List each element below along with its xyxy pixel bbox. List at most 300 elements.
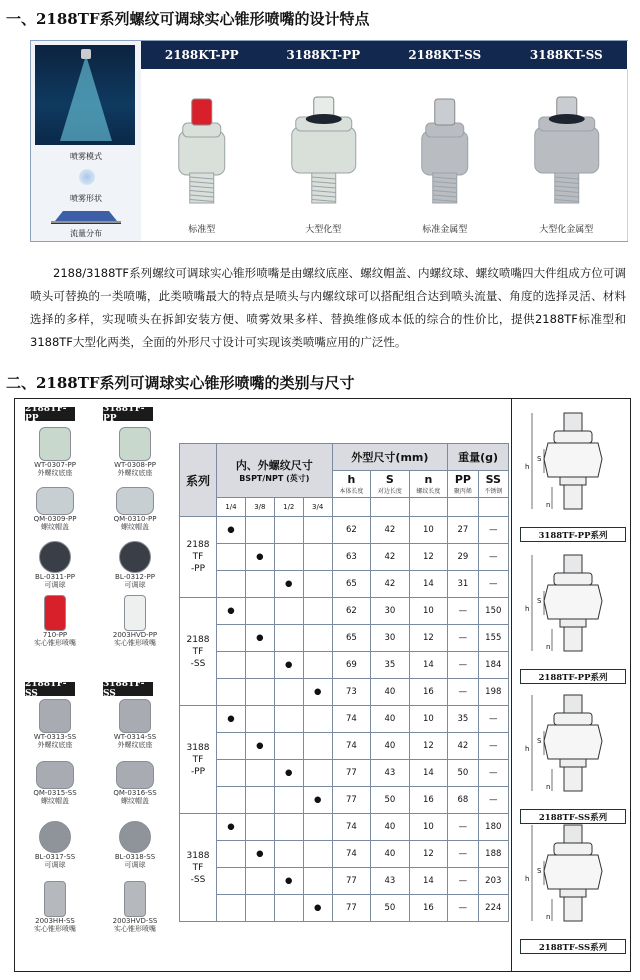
value-cell: — bbox=[448, 625, 478, 652]
part-code: 710-PP bbox=[42, 631, 68, 639]
dimension-label: h bbox=[525, 745, 530, 753]
size-mark-cell bbox=[217, 841, 246, 868]
table-row bbox=[180, 706, 509, 733]
value-cell: 77 bbox=[332, 895, 371, 922]
part-code: WT-0307-PP bbox=[34, 461, 76, 469]
size-mark-cell bbox=[274, 787, 303, 814]
value-cell: 188 bbox=[478, 841, 508, 868]
size-mark-cell bbox=[245, 706, 274, 733]
size-mark-cell bbox=[303, 706, 332, 733]
size-mark-cell bbox=[274, 706, 303, 733]
column-desc: 螺纹长度 bbox=[416, 488, 441, 495]
size-mark-cell: ● bbox=[274, 760, 303, 787]
series-text: -PP bbox=[190, 564, 206, 574]
value-cell: 203 bbox=[478, 868, 508, 895]
size-mark-cell bbox=[217, 625, 246, 652]
column-key: n bbox=[424, 473, 433, 486]
series-text: 2188 bbox=[186, 540, 210, 550]
part-item bbox=[17, 881, 93, 933]
table-row bbox=[180, 517, 509, 544]
series-text: 2188 bbox=[186, 634, 210, 645]
value-cell: 180 bbox=[478, 814, 508, 841]
value-cell: — bbox=[478, 706, 508, 733]
value-cell: — bbox=[448, 841, 478, 868]
series-text: 3188 bbox=[186, 742, 210, 753]
size-mark-cell bbox=[274, 544, 303, 571]
value-cell: 198 bbox=[478, 679, 508, 706]
value-cell: 29 bbox=[448, 544, 478, 571]
size-mark-cell bbox=[303, 652, 332, 679]
dimension-label: n bbox=[546, 913, 551, 921]
part-icon bbox=[119, 541, 151, 573]
spec-table bbox=[179, 443, 509, 922]
part-item bbox=[17, 427, 93, 477]
series-text: TF bbox=[192, 646, 204, 657]
value-cell: 14 bbox=[409, 652, 448, 679]
size-mark-cell: ● bbox=[217, 814, 246, 841]
size-mark-cell bbox=[245, 760, 274, 787]
diagram-caption: 2188TF-SS系列 bbox=[520, 809, 626, 824]
header-spacer-cell bbox=[478, 498, 508, 517]
part-item bbox=[17, 541, 93, 589]
dimension-label: S bbox=[537, 737, 542, 745]
value-cell: — bbox=[478, 571, 508, 598]
value-cell: 43 bbox=[371, 760, 410, 787]
value-cell: 31 bbox=[448, 571, 478, 598]
thread-size-header bbox=[217, 444, 333, 498]
spray-photo bbox=[35, 45, 135, 145]
size-mark-cell bbox=[217, 787, 246, 814]
series-text: TF bbox=[192, 862, 204, 873]
column-key: h bbox=[347, 473, 356, 486]
size-mark-cell bbox=[217, 679, 246, 706]
table-row bbox=[180, 625, 509, 652]
part-code: 2003HVD-SS bbox=[112, 917, 158, 925]
size-mark-cell bbox=[245, 517, 274, 544]
size-mark-cell bbox=[245, 787, 274, 814]
part-icon bbox=[119, 427, 151, 461]
flow-distribution-image bbox=[51, 205, 121, 224]
size-mark-cell: ● bbox=[245, 841, 274, 868]
parts-column bbox=[15, 399, 179, 971]
value-cell: 150 bbox=[478, 598, 508, 625]
dimension-label: n bbox=[546, 783, 551, 791]
header-spacer-cell bbox=[371, 498, 410, 517]
product-caption-2: 标准金属型 bbox=[422, 225, 468, 235]
part-name: 外螺纹底座 bbox=[37, 741, 73, 749]
value-cell: 69 bbox=[332, 652, 371, 679]
size-mark-cell bbox=[245, 814, 274, 841]
part-name: 螺纹帽盖 bbox=[41, 523, 69, 531]
value-cell: 50 bbox=[448, 760, 478, 787]
section2-title: 二、2188TF系列可调球实心锥形喷嘴的类别与尺寸 bbox=[6, 374, 355, 392]
value-cell: — bbox=[448, 868, 478, 895]
value-cell: 50 bbox=[371, 787, 410, 814]
header-spacer-cell bbox=[409, 498, 448, 517]
size-mark-cell bbox=[274, 814, 303, 841]
column-key: SS bbox=[485, 473, 501, 486]
nozzle-product-icon bbox=[506, 69, 628, 214]
table-row bbox=[180, 760, 509, 787]
size-mark-cell bbox=[217, 652, 246, 679]
part-code: WT-0313-SS bbox=[33, 733, 77, 741]
part-name: 实心锥形喷嘴 bbox=[34, 639, 76, 647]
size-mark-cell bbox=[274, 517, 303, 544]
part-icon bbox=[119, 821, 151, 853]
nozzle-diagram-icon bbox=[512, 819, 631, 937]
spray-shape-label: 喷雾形状 bbox=[70, 194, 102, 203]
size-mark-cell bbox=[245, 652, 274, 679]
size-mark-cell bbox=[303, 598, 332, 625]
value-cell: — bbox=[448, 895, 478, 922]
column-key-header bbox=[409, 471, 448, 498]
categories-sizes-panel bbox=[14, 398, 631, 972]
dimension-label: h bbox=[525, 463, 530, 471]
column-desc: 聚丙烯 bbox=[453, 488, 472, 495]
part-item bbox=[97, 821, 173, 869]
value-cell: 27 bbox=[448, 517, 478, 544]
size-mark-cell bbox=[303, 868, 332, 895]
product-header-1: 3188KT-PP bbox=[263, 41, 386, 69]
value-cell: 12 bbox=[409, 625, 448, 652]
part-code: QM-0309-PP bbox=[33, 515, 77, 523]
value-cell: 40 bbox=[371, 841, 410, 868]
size-mark-cell bbox=[245, 679, 274, 706]
part-code: 2003HVD-PP bbox=[112, 631, 158, 639]
part-name: 可调球 bbox=[124, 861, 146, 869]
spray-shape-image bbox=[61, 167, 111, 189]
value-cell: 77 bbox=[332, 868, 371, 895]
part-name: 可调球 bbox=[44, 861, 66, 869]
size-mark-cell: ● bbox=[303, 787, 332, 814]
value-cell: 10 bbox=[409, 598, 448, 625]
size-mark-cell: ● bbox=[274, 652, 303, 679]
part-name: 实心锥形喷嘴 bbox=[114, 925, 156, 933]
part-name: 外螺纹底座 bbox=[117, 469, 153, 477]
value-cell: 74 bbox=[332, 841, 371, 868]
size-mark-cell bbox=[217, 571, 246, 598]
dimension-label: S bbox=[537, 597, 542, 605]
size-mark-cell bbox=[303, 841, 332, 868]
value-cell: 14 bbox=[409, 760, 448, 787]
value-cell: 35 bbox=[448, 706, 478, 733]
diagram-caption: 2188TF-PP系列 bbox=[520, 669, 626, 684]
thread-standard-text: BSPT/NPT (英寸) bbox=[239, 474, 310, 483]
series-cell bbox=[180, 517, 217, 598]
size-mark-cell bbox=[303, 544, 332, 571]
table-row bbox=[180, 733, 509, 760]
size-mark-cell bbox=[217, 760, 246, 787]
part-name: 可调球 bbox=[124, 581, 146, 589]
value-cell: 65 bbox=[332, 625, 371, 652]
size-mark-cell bbox=[303, 760, 332, 787]
series-header: 系列 bbox=[180, 444, 217, 517]
part-item bbox=[17, 595, 93, 647]
value-cell: 12 bbox=[409, 544, 448, 571]
nozzle-product-icon bbox=[263, 69, 385, 214]
nozzle-diagram-icon bbox=[512, 689, 631, 807]
size-mark-cell bbox=[303, 625, 332, 652]
column-key-header bbox=[448, 471, 478, 498]
table-row bbox=[180, 787, 509, 814]
dimension-label: S bbox=[537, 455, 542, 463]
product-caption-0: 标准型 bbox=[188, 225, 216, 235]
spray-cone-icon bbox=[60, 55, 112, 141]
value-cell: 62 bbox=[332, 517, 371, 544]
size-mark-cell: ● bbox=[217, 517, 246, 544]
part-item bbox=[17, 761, 93, 805]
size-mark-cell bbox=[303, 571, 332, 598]
column-desc: 不锈钢 bbox=[484, 488, 503, 495]
value-cell: 50 bbox=[371, 895, 410, 922]
dimension-label: S bbox=[537, 867, 542, 875]
value-cell: 12 bbox=[409, 733, 448, 760]
part-icon bbox=[39, 821, 71, 853]
part-icon bbox=[124, 881, 146, 917]
value-cell: 10 bbox=[409, 706, 448, 733]
value-cell: 14 bbox=[409, 571, 448, 598]
part-icon bbox=[44, 881, 66, 917]
part-name: 实心锥形喷嘴 bbox=[114, 639, 156, 647]
thread-size-cell: 3/4 bbox=[303, 498, 332, 517]
series-cell bbox=[180, 814, 217, 922]
part-item bbox=[17, 821, 93, 869]
size-mark-cell bbox=[274, 598, 303, 625]
size-mark-cell bbox=[245, 895, 274, 922]
part-code: WT-0308-PP bbox=[114, 461, 156, 469]
value-cell: — bbox=[448, 679, 478, 706]
column-key-header bbox=[478, 471, 508, 498]
part-name: 外螺纹底座 bbox=[37, 469, 73, 477]
value-cell: 62 bbox=[332, 598, 371, 625]
value-cell: 10 bbox=[409, 814, 448, 841]
size-mark-cell bbox=[303, 517, 332, 544]
product-cell-3 bbox=[506, 69, 629, 241]
value-cell: 74 bbox=[332, 706, 371, 733]
value-cell: 77 bbox=[332, 760, 371, 787]
series-text: -SS bbox=[190, 874, 206, 885]
part-item bbox=[97, 761, 173, 805]
nozzle-diagram-icon bbox=[512, 407, 631, 525]
value-cell: 77 bbox=[332, 787, 371, 814]
part-item bbox=[97, 881, 173, 933]
value-cell: 65 bbox=[332, 571, 371, 598]
size-mark-cell: ● bbox=[303, 679, 332, 706]
part-item bbox=[17, 699, 93, 749]
thread-header-text: 内、外螺纹尺寸 bbox=[235, 459, 313, 472]
diagram-column bbox=[511, 399, 631, 971]
part-code: QM-0316-SS bbox=[113, 789, 157, 797]
part-item bbox=[97, 487, 173, 531]
part-group-tag: 3188TF-SS bbox=[103, 682, 153, 696]
size-mark-cell bbox=[274, 625, 303, 652]
value-cell: — bbox=[448, 598, 478, 625]
spray-mode-label: 喷雾模式 bbox=[70, 152, 102, 161]
table-row bbox=[180, 571, 509, 598]
part-icon bbox=[39, 427, 71, 461]
size-mark-cell bbox=[217, 895, 246, 922]
series-text: 3188 bbox=[186, 850, 210, 861]
value-cell: 40 bbox=[371, 679, 410, 706]
part-name: 螺纹帽盖 bbox=[41, 797, 69, 805]
part-name: 螺纹帽盖 bbox=[121, 797, 149, 805]
value-cell: 35 bbox=[371, 652, 410, 679]
value-cell: 10 bbox=[409, 517, 448, 544]
size-mark-cell bbox=[217, 868, 246, 895]
product-header-0: 2188KT-PP bbox=[141, 41, 264, 69]
header-spacer-cell bbox=[448, 498, 478, 517]
flow-distribution-icon bbox=[51, 205, 121, 223]
part-code: WT-0314-SS bbox=[113, 733, 157, 741]
nozzle-product-icon bbox=[141, 69, 263, 214]
part-icon bbox=[39, 699, 71, 733]
table-row bbox=[180, 868, 509, 895]
product-cell-2 bbox=[384, 69, 507, 241]
product-cell-0 bbox=[141, 69, 264, 241]
size-mark-cell bbox=[217, 733, 246, 760]
part-item bbox=[17, 487, 93, 531]
size-mark-cell: ● bbox=[274, 571, 303, 598]
part-icon bbox=[36, 761, 74, 789]
nozzle-product-icon bbox=[384, 69, 506, 214]
value-cell: 12 bbox=[409, 841, 448, 868]
value-cell: 63 bbox=[332, 544, 371, 571]
part-item bbox=[97, 427, 173, 477]
size-mark-cell bbox=[245, 868, 274, 895]
dimension-label: n bbox=[546, 643, 551, 651]
table-row bbox=[180, 544, 509, 571]
column-desc: 本体长度 bbox=[339, 488, 364, 495]
size-mark-cell: ● bbox=[245, 544, 274, 571]
size-mark-cell bbox=[274, 733, 303, 760]
size-mark-cell: ● bbox=[245, 733, 274, 760]
value-cell: 184 bbox=[478, 652, 508, 679]
size-mark-cell bbox=[274, 679, 303, 706]
part-item bbox=[97, 699, 173, 749]
part-item bbox=[97, 541, 173, 589]
value-cell: 74 bbox=[332, 814, 371, 841]
value-cell: 42 bbox=[371, 517, 410, 544]
part-icon bbox=[119, 699, 151, 733]
table-row bbox=[180, 652, 509, 679]
size-mark-cell bbox=[217, 544, 246, 571]
value-cell: 42 bbox=[371, 571, 410, 598]
size-mark-cell bbox=[303, 733, 332, 760]
part-icon bbox=[44, 595, 66, 631]
spray-info-column bbox=[31, 41, 142, 241]
value-cell: 43 bbox=[371, 868, 410, 895]
size-mark-cell: ● bbox=[245, 625, 274, 652]
part-icon bbox=[116, 487, 154, 515]
part-icon bbox=[116, 761, 154, 789]
part-code: QM-0310-PP bbox=[113, 515, 157, 523]
value-cell: 42 bbox=[371, 544, 410, 571]
diagram-caption: 3188TF-PP系列 bbox=[520, 527, 626, 542]
value-cell: 42 bbox=[448, 733, 478, 760]
value-cell: — bbox=[448, 814, 478, 841]
part-icon bbox=[124, 595, 146, 631]
value-cell: 73 bbox=[332, 679, 371, 706]
part-icon bbox=[39, 541, 71, 573]
thread-size-cell: 1/2 bbox=[274, 498, 303, 517]
dimension-label: h bbox=[525, 605, 530, 613]
thread-size-cell: 3/8 bbox=[245, 498, 274, 517]
part-code: BL-0311-PP bbox=[35, 573, 75, 581]
value-cell: 16 bbox=[409, 895, 448, 922]
size-mark-cell bbox=[245, 598, 274, 625]
value-cell: 68 bbox=[448, 787, 478, 814]
thread-size-cell: 1/4 bbox=[217, 498, 246, 517]
value-cell: — bbox=[448, 652, 478, 679]
part-code: BL-0318-SS bbox=[114, 853, 156, 861]
value-cell: 30 bbox=[371, 625, 410, 652]
value-cell: 16 bbox=[409, 787, 448, 814]
value-cell: 40 bbox=[371, 706, 410, 733]
dimension-header: 外型尺寸(mm) bbox=[332, 444, 448, 471]
part-code: QM-0315-SS bbox=[33, 789, 77, 797]
product-caption-3: 大型化金属型 bbox=[539, 225, 594, 235]
column-desc: 对边长度 bbox=[377, 488, 402, 495]
product-header-3: 3188KT-SS bbox=[506, 41, 629, 69]
size-mark-cell: ● bbox=[303, 895, 332, 922]
section1-title: 一、2188TF系列螺纹可调球实心锥形喷嘴的设计特点 bbox=[6, 10, 370, 28]
product-cell-1 bbox=[263, 69, 386, 241]
part-name: 螺纹帽盖 bbox=[121, 523, 149, 531]
size-mark-cell bbox=[274, 841, 303, 868]
series-text: -PP bbox=[190, 766, 206, 777]
header-spacer-cell bbox=[332, 498, 371, 517]
series-cell bbox=[180, 598, 217, 706]
table-row bbox=[180, 895, 509, 922]
product-caption-1: 大型化型 bbox=[305, 225, 342, 235]
series-text: TF bbox=[192, 754, 204, 765]
size-mark-cell bbox=[274, 895, 303, 922]
column-key: PP bbox=[454, 473, 471, 486]
value-cell: — bbox=[478, 733, 508, 760]
value-cell: — bbox=[478, 787, 508, 814]
value-cell: — bbox=[478, 544, 508, 571]
series-cell bbox=[180, 706, 217, 814]
part-name: 可调球 bbox=[44, 581, 66, 589]
size-mark-cell bbox=[303, 814, 332, 841]
size-mark-cell: ● bbox=[217, 598, 246, 625]
weight-header: 重量(g) bbox=[448, 444, 509, 471]
table-row bbox=[180, 814, 509, 841]
table-row bbox=[180, 679, 509, 706]
part-icon bbox=[36, 487, 74, 515]
flow-dist-label: 流量分布 bbox=[70, 229, 102, 238]
part-code: BL-0312-PP bbox=[115, 573, 155, 581]
series-text: -SS bbox=[190, 658, 206, 669]
column-key-header bbox=[371, 471, 410, 498]
value-cell: 155 bbox=[478, 625, 508, 652]
value-cell: 40 bbox=[371, 733, 410, 760]
value-cell: — bbox=[478, 517, 508, 544]
part-group-tag: 2188TF-SS bbox=[25, 682, 75, 696]
series-text: TF bbox=[192, 552, 204, 562]
value-cell: 30 bbox=[371, 598, 410, 625]
size-mark-cell: ● bbox=[217, 706, 246, 733]
part-item bbox=[97, 595, 173, 647]
part-code: BL-0317-SS bbox=[34, 853, 76, 861]
value-cell: 74 bbox=[332, 733, 371, 760]
value-cell: 14 bbox=[409, 868, 448, 895]
value-cell: 16 bbox=[409, 679, 448, 706]
design-features-panel bbox=[30, 40, 628, 242]
part-group-tag: 2188TF-PP bbox=[25, 407, 75, 421]
size-mark-cell: ● bbox=[274, 868, 303, 895]
nozzle-diagram-icon bbox=[512, 549, 631, 667]
